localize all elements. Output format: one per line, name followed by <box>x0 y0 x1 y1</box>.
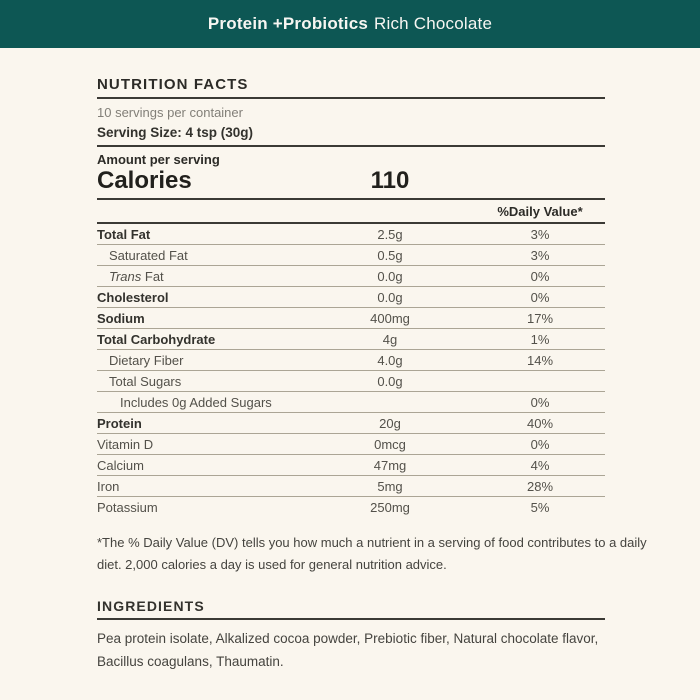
nutrient-amount: 0.5g <box>377 247 403 263</box>
nutrition-row <box>97 350 605 371</box>
nutrient-label: Cholesterol <box>97 289 169 305</box>
nutrient-amount: 0.0g <box>377 268 403 284</box>
nutrition-row <box>97 308 605 329</box>
nutrient-amount: 0.0g <box>377 373 403 389</box>
ingredients-line: Bacillus coagulans, Thaumatin. <box>97 654 284 669</box>
nutrient-label: Dietary Fiber <box>109 352 184 368</box>
nutrient-amount: 0mcg <box>374 436 406 452</box>
servings-per-container: 10 servings per container <box>97 105 243 120</box>
nutrition-row <box>97 497 605 518</box>
nutrient-daily-value: 3% <box>530 226 550 242</box>
label-content <box>0 76 700 673</box>
nutrient-label: Sodium <box>97 310 145 326</box>
nutrient-label: Potassium <box>97 500 158 515</box>
nutrient-label: Vitamin D <box>97 436 154 452</box>
nutrient-label: Saturated Fat <box>109 247 188 263</box>
nutrient-daily-value: 0% <box>530 289 550 305</box>
nutrient-amount: 2.5g <box>377 226 403 242</box>
nutrient-daily-value: 5% <box>530 500 550 515</box>
nutrient-daily-value: 1% <box>530 331 550 347</box>
nutrient-amount: 0.0g <box>377 289 403 305</box>
nutrient-amount: 400mg <box>370 310 410 326</box>
footnote-line: *The % Daily Value (DV) tells you how much a nutrient in a serving of food contributes to a daily <box>97 535 647 550</box>
nutrient-daily-value: 3% <box>530 247 550 263</box>
nutrition-row <box>97 413 605 434</box>
nutrient-amount: 4.0g <box>377 352 403 368</box>
nutrient-label: Protein <box>97 415 142 431</box>
ingredients-text <box>97 620 605 673</box>
nutrient-daily-value: 28% <box>526 478 554 494</box>
nutrient-daily-value: 14% <box>526 352 554 368</box>
nutrition-row <box>97 329 605 350</box>
nutrition-row <box>97 287 605 308</box>
calories-value: 110 <box>370 167 410 194</box>
nutrient-label: Includes 0g Added Sugars <box>120 394 272 410</box>
nutrient-amount: 4g <box>382 331 398 347</box>
daily-value-header-row <box>97 200 605 224</box>
nutrient-daily-value: 0% <box>530 436 550 452</box>
product-header-bar <box>0 0 700 48</box>
nutrient-label: Total Sugars <box>109 373 182 389</box>
nutrient-amount: 250mg <box>370 500 410 515</box>
nutrient-daily-value: 40% <box>526 415 554 431</box>
nutrient-label: Iron <box>97 478 120 494</box>
serving-size: Serving Size: 4 tsp (30g) <box>97 120 605 147</box>
nutrition-row <box>97 392 605 413</box>
ingredients-line: Pea protein isolate, Alkalized cocoa powder, Prebiotic fiber, Natural chocolate flavor, <box>97 631 599 646</box>
nutrient-label: Calcium <box>97 457 144 473</box>
ingredients-title: INGREDIENTS <box>97 598 605 620</box>
nutrient-label: Total Fat <box>97 226 151 242</box>
nutrient-amount: 20g <box>379 415 401 431</box>
calories-label: Calories <box>97 167 192 194</box>
calories-row <box>97 167 605 200</box>
nutrition-facts-title: NUTRITION FACTS <box>97 76 605 99</box>
nutrient-daily-value: 0% <box>530 394 550 410</box>
nutrient-label: Total Carbohydrate <box>97 331 216 347</box>
nutrition-row <box>97 266 605 287</box>
daily-value-header: %Daily Value* <box>497 204 583 219</box>
nutrient-daily-value: 4% <box>530 457 550 473</box>
nutrition-rows <box>97 224 605 518</box>
nutrient-amount: 47mg <box>373 457 407 473</box>
product-flavor: Rich Chocolate <box>374 14 493 33</box>
product-name: Protein +Probiotics <box>207 14 369 33</box>
amount-per-serving-label: Amount per serving <box>97 152 220 167</box>
footnote-line: diet. 2,000 calories a day is used for general nutrition advice. <box>97 557 447 572</box>
nutrient-label: Trans Fat <box>109 268 164 284</box>
nutrient-daily-value: 0% <box>530 268 550 284</box>
nutrition-row <box>97 434 605 455</box>
nutrient-daily-value: 17% <box>526 310 554 326</box>
nutrition-row <box>97 224 605 245</box>
nutrition-row <box>97 371 605 392</box>
nutrition-row <box>97 455 605 476</box>
nutrition-row <box>97 245 605 266</box>
nutrition-row <box>97 476 605 497</box>
nutrient-amount: 5mg <box>377 478 403 494</box>
daily-value-footnote <box>97 532 647 576</box>
